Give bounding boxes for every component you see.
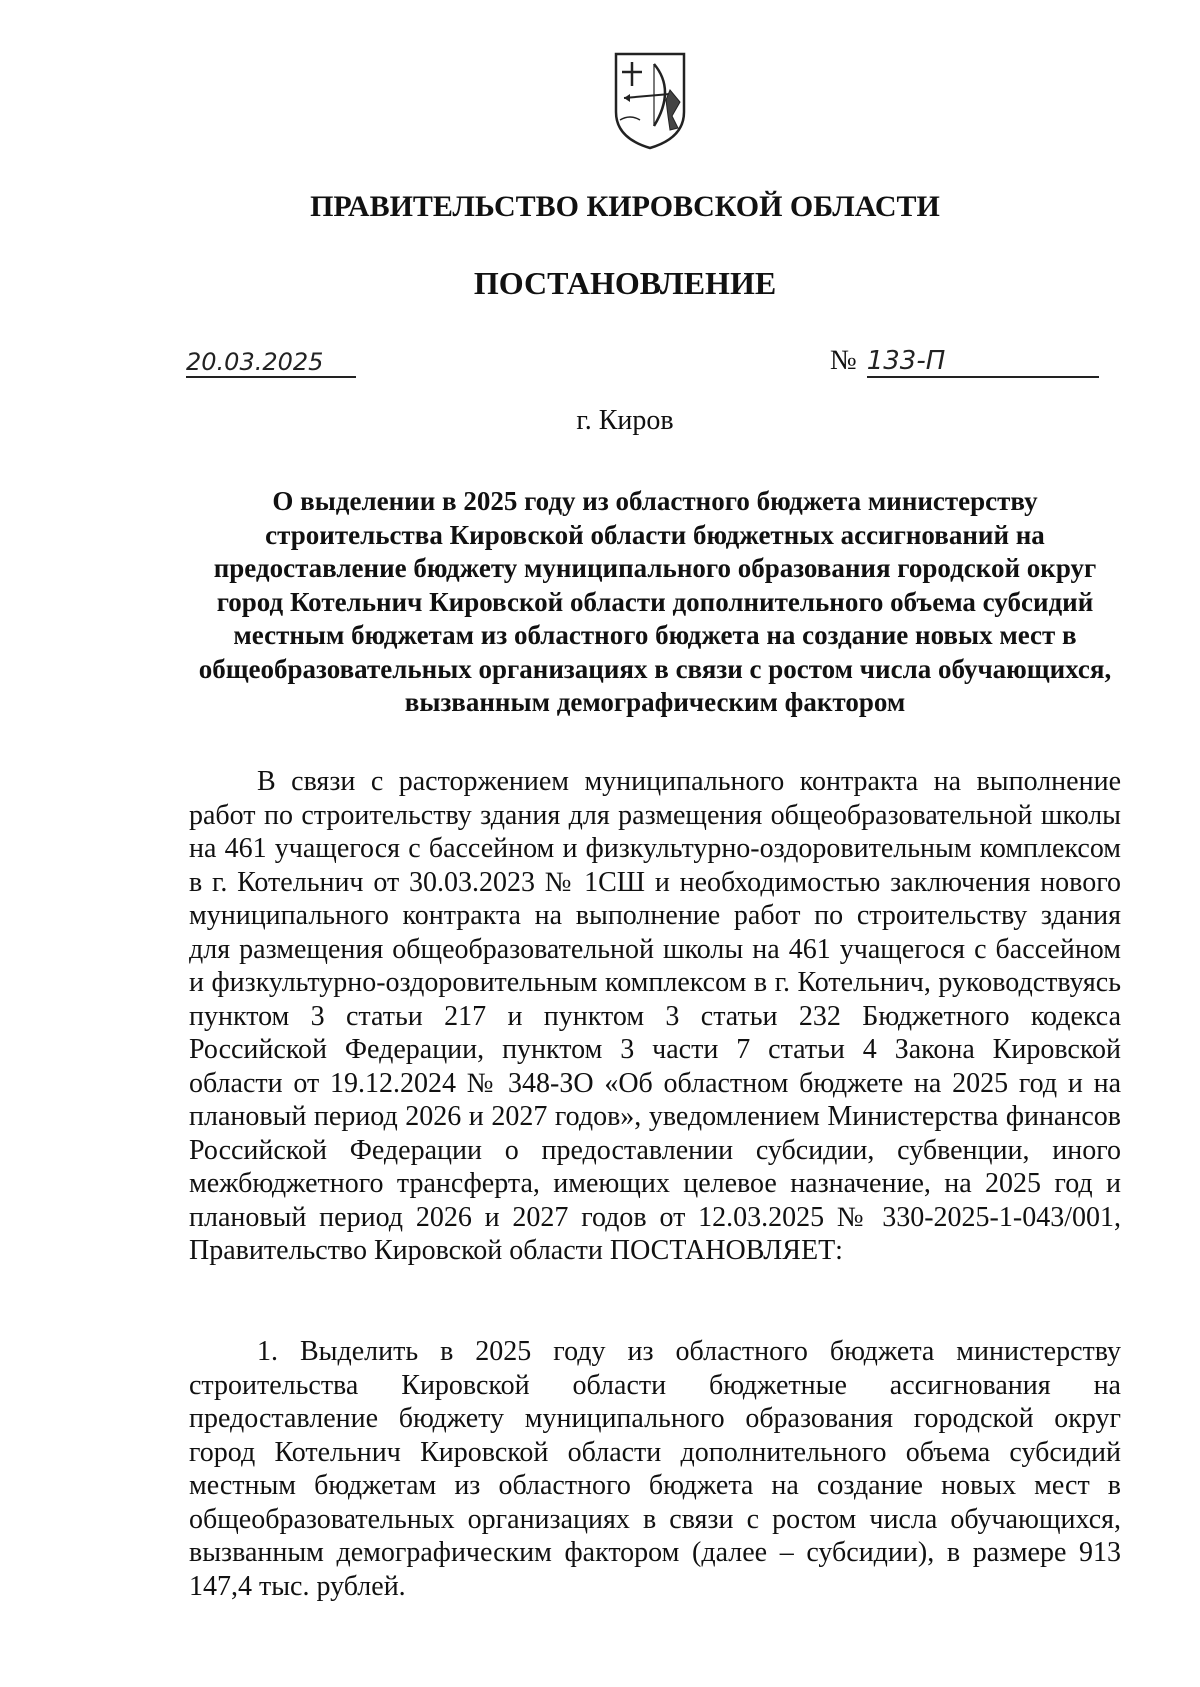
document-city: г. Киров xyxy=(576,405,674,436)
document-type-heading: ПОСТАНОВЛЕНИЕ xyxy=(473,265,777,301)
preamble-paragraph: В связи с расторжением муниципального контракта на выполнение работ по строительству здания для размещения общеобразовательной школы на 461 учащегося с бассейном и физкультурно-оздоровительным комплексом в г. Котельнич от 30.03.2023 № 1СШ и необходимостью заключения нового муниципального контракта на выполнение работ по строительству здания для размещения общеобразовательной школы на 461 учащегося с бассейном и физкультурно-оздоровительным комплексом в г. Котельнич, руководствуясь пунктом 3 статьи 217 и пунктом 3 статьи 232 Бюджетного кодекса Российской Федерации, пунктом 3 части 7 статьи 4 Закона Кировской области от 19.12.2024 № 348-ЗО «Об областном бюджете на 2025 год и на плановый период 2026 и 2027 годов», уведомлением Министерства финансов Российской Федерации о предоставлении субсидии, субвенции, иного межбюджетного трансферта, имеющих целевое назначение, на 2025 год и плановый период 2026 и 2027 годов от 12.03.2025 № 330-2025-1-043/001, Правительство Кировской области ПОСТАНОВЛЯЕТ: xyxy=(189,766,1121,1266)
document-date: 20.03.2025 xyxy=(186,348,356,378)
coat-of-arms-icon xyxy=(610,50,690,152)
government-title: ПРАВИТЕЛЬСТВО КИРОВСКОЙ ОБЛАСТИ xyxy=(310,190,940,223)
number-sign: № xyxy=(830,345,857,376)
document-subject-title: О выделении в 2025 году из областного бюджета министерству строительства Кировской области бюджетных ассигнований на предоставление бюджету муниципального образования городской округ город Котельнич Кировской области дополнительного объема субсидий местным бюджетам из областного бюджета на создание новых мест в общеобразовательных организациях в связи с ростом числа обучающихся, вызванным демографическим фактором xyxy=(198,486,1112,717)
document-number: 133-П xyxy=(867,346,1099,378)
item-1-paragraph: 1. Выделить в 2025 году из областного бюджета министерству строительства Кировской области бюджетные ассигнования на предоставление бюджету муниципального образования городской округ город Котельнич Кировской области дополнительного объема субсидий местным бюджетам из областного бюджета на создание новых мест в общеобразовательных организациях в связи с ростом числа обучающихся, вызванным демографическим фактором (далее – субсидии), в размере 913 147,4 тыс. рублей. xyxy=(189,1336,1121,1602)
document-number-field xyxy=(830,344,1110,378)
